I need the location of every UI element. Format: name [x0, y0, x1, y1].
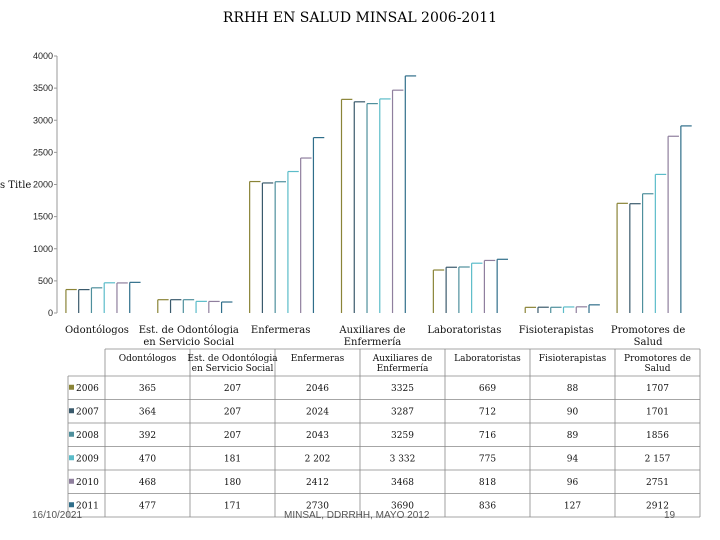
y-tick-label: 0 [47, 308, 53, 318]
table-cell: 90 [566, 407, 579, 418]
table-cell: 127 [563, 501, 582, 512]
table-cell: 3690 [391, 501, 414, 512]
legend-swatch [69, 455, 74, 460]
legend-swatch [69, 432, 74, 437]
axes [33, 51, 57, 318]
category-label: Salud [633, 337, 663, 348]
category-label: Auxiliares de [339, 325, 406, 336]
table-cell: 2751 [646, 477, 669, 488]
table-cell: 2412 [306, 477, 329, 488]
chart-title: RRHH EN SALUD MINSAL 2006-2011 [222, 10, 498, 26]
y-tick-label: 2500 [32, 147, 53, 158]
category-label: Odontólogos [64, 325, 129, 336]
y-tick-label: 1500 [32, 211, 53, 222]
category-label: Fisioterapistas [518, 325, 594, 336]
table-header: Fisioterapistas [538, 354, 607, 364]
category-label: Enfermeras [250, 325, 311, 336]
legend-label: 2007 [76, 407, 99, 418]
legend-swatch [69, 385, 74, 390]
table-cell: 818 [478, 477, 497, 488]
y-tick-label: 4000 [32, 51, 53, 61]
category-label: Enfermería [343, 337, 402, 348]
table-cell: 88 [566, 383, 579, 394]
table-cell: 207 [223, 383, 242, 394]
legend-label: 2011 [76, 501, 99, 512]
y-tick-label: 3500 [32, 83, 53, 94]
table-cell: 1701 [646, 407, 669, 418]
table-cell: 470 [138, 454, 157, 465]
y-tick-label: 500 [37, 275, 53, 286]
table-cell: 477 [138, 501, 157, 512]
table-cell: 207 [223, 407, 242, 418]
table-cell: 2046 [306, 383, 329, 394]
footer-source: MINSAL, DDRRHH, MAYO 2012 [284, 510, 430, 521]
legend-label: 2008 [76, 430, 99, 441]
y-axis-title: s Title [0, 180, 32, 191]
legend-label: 2010 [76, 477, 99, 488]
table-cell: 1856 [646, 430, 669, 441]
table-header: Promotores de [624, 354, 691, 364]
y-tick-label: 3000 [32, 115, 53, 126]
table-cell: 3 332 [389, 454, 416, 465]
page-number: 19 [664, 510, 676, 521]
y-tick-label: 1000 [32, 243, 53, 254]
category-label: Promotores de [610, 325, 686, 336]
table-header: Enfermería [376, 364, 429, 374]
category-label: en Servicio Social [143, 337, 235, 348]
table-cell: 2043 [306, 430, 329, 441]
table-header: Odontólogos [118, 354, 177, 364]
table-cell: 669 [478, 383, 497, 394]
table-cell: 775 [478, 454, 497, 465]
legend-swatch [69, 502, 74, 507]
table-cell: 96 [566, 477, 579, 488]
category-labels [65, 325, 685, 348]
table-cell: 468 [138, 477, 157, 488]
table-cell: 836 [478, 501, 497, 512]
table-cell: 2730 [306, 501, 329, 512]
table-header: Est. de Odontólogia [187, 354, 278, 364]
table-header: Enfermeras [290, 354, 345, 364]
category-label: Laboratoristas [427, 325, 502, 336]
table-cell: 3468 [391, 477, 414, 488]
bars [66, 76, 692, 313]
table-cell: 181 [223, 454, 242, 465]
data-table [68, 349, 700, 517]
table-cell: 1707 [646, 383, 669, 394]
table-header: Salud [644, 364, 671, 374]
table-cell: 2 202 [304, 454, 331, 465]
table-cell: 716 [478, 430, 497, 441]
table-cell: 3325 [391, 383, 414, 394]
table-header: Laboratoristas [454, 354, 521, 364]
table-cell: 3259 [391, 430, 414, 441]
table-cell: 365 [138, 383, 157, 394]
legend-swatch [69, 408, 74, 413]
legend-swatch [69, 479, 74, 484]
category-label: Est. de Odontólogia [138, 325, 239, 336]
y-tick-label: 2000 [32, 179, 53, 190]
footer-date: 16/10/2021 [32, 510, 83, 521]
table-cell: 3287 [391, 407, 414, 418]
table-cell: 207 [223, 430, 242, 441]
table-cell: 94 [566, 454, 579, 465]
legend-label: 2009 [76, 454, 99, 465]
table-header: Auxiliares de [372, 354, 433, 364]
table-cell: 171 [223, 501, 242, 512]
table-header: en Servicio Social [191, 364, 274, 374]
table-cell: 2912 [646, 501, 669, 512]
table-cell: 2 157 [644, 454, 671, 465]
table-cell: 392 [138, 430, 157, 441]
table-cell: 180 [223, 477, 242, 488]
legend-label: 2006 [76, 383, 99, 394]
table-cell: 712 [478, 407, 497, 418]
table-cell: 364 [138, 407, 157, 418]
table-cell: 89 [566, 430, 579, 441]
table-cell: 2024 [306, 407, 329, 418]
